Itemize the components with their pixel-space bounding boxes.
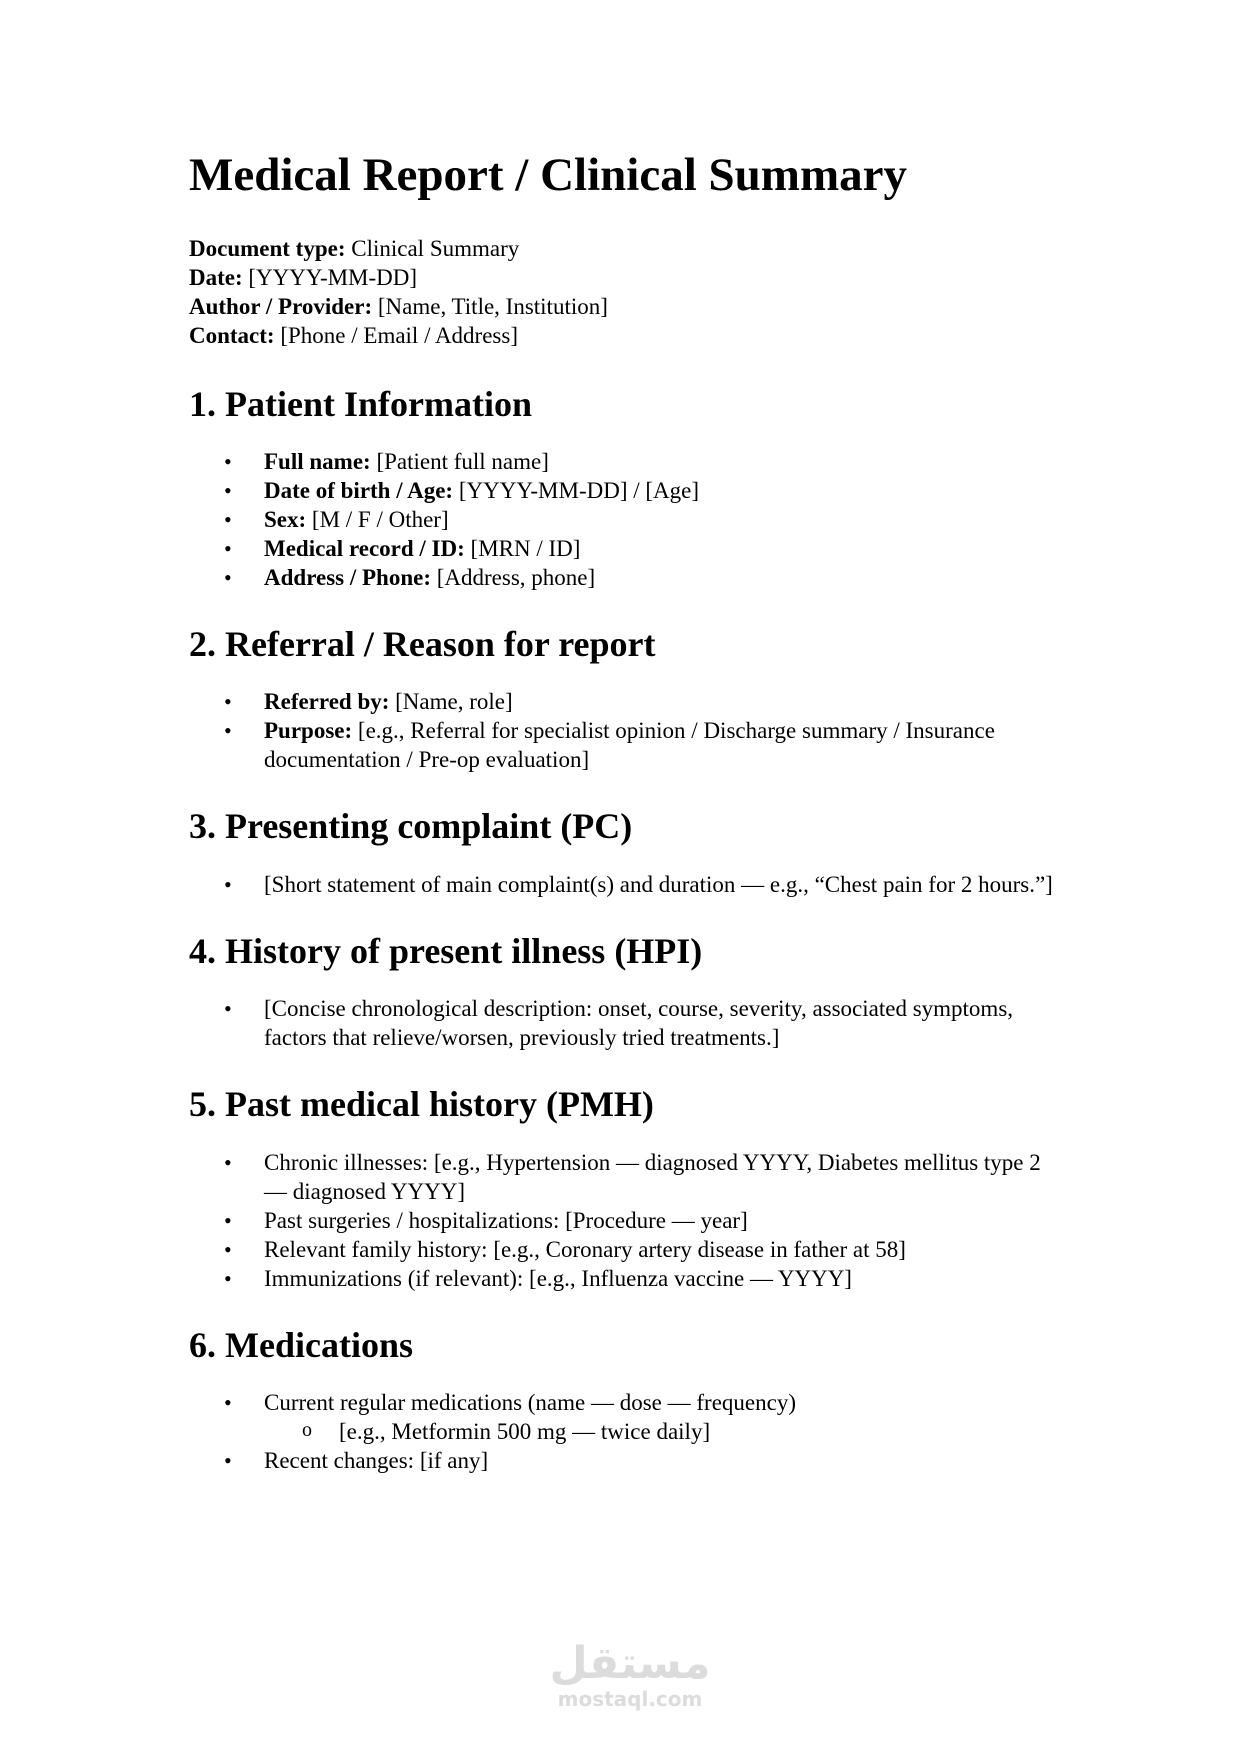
list-item: • Chronic illnesses: [e.g., Hypertension — diagnosed YYYY, Diabetes mellitus type 2 — diagnosed YYYY] [189, 1148, 1069, 1206]
meta-label: Author / Provider: [189, 293, 373, 319]
item-value: [M / F / Other] [306, 507, 449, 533]
item-value: [e.g., Referral for specialist opinion / Discharge summary / Insurance documentation / Pre-op evaluation] [264, 718, 995, 773]
pmh-list [189, 1148, 1069, 1293]
meta-label: Document type: [189, 235, 346, 261]
item-label: Date of birth / Age: [264, 478, 454, 504]
meta-contact [189, 321, 1069, 350]
document-title: Medical Report / Clinical Summary [189, 149, 907, 201]
item-text: Current regular medications (name — dose — frequency) [264, 1390, 796, 1416]
meta-document-type [189, 234, 1069, 263]
list-item: • Recent changes: [if any] [189, 1446, 1069, 1475]
meta-value: Clinical Summary [345, 235, 520, 261]
meta-label: Date: [189, 264, 243, 290]
section-heading-pmh: 5. Past medical history (PMH) [189, 1084, 654, 1125]
item-label: Purpose: [264, 718, 353, 744]
list-item: • Immunizations (if relevant): [e.g., Influenza vaccine — YYYY] [189, 1264, 1069, 1293]
list-item [189, 534, 1069, 563]
item-label: Referred by: [264, 689, 390, 715]
medications-list [189, 1388, 1069, 1475]
hpi-list [189, 994, 1069, 1052]
item-label: Medical record / ID: [264, 536, 465, 562]
sub-list-item: o [e.g., Metformin 500 mg — twice daily] [264, 1417, 1069, 1446]
section-heading-presenting-complaint: 3. Presenting complaint (PC) [189, 806, 633, 847]
meta-value: [Phone / Email / Address] [274, 322, 518, 348]
item-label: Full name: [264, 449, 371, 475]
referral-list [189, 687, 1069, 774]
item-value: [MRN / ID] [464, 536, 581, 562]
item-value: [YYYY-MM-DD] / [Age] [453, 478, 700, 504]
list-item [189, 1388, 1069, 1446]
meta-author [189, 292, 1069, 321]
item-value: [Patient full name] [370, 449, 549, 475]
meta-value: [YYYY-MM-DD] [242, 264, 418, 290]
list-item [189, 687, 1069, 716]
list-item [189, 505, 1069, 534]
list-item [189, 447, 1069, 476]
medications-sublist [264, 1417, 1069, 1446]
list-item [189, 476, 1069, 505]
list-item [189, 563, 1069, 592]
document-page [189, 150, 1069, 1507]
list-item [189, 716, 1069, 774]
section-heading-patient-information: 1. Patient Information [189, 383, 532, 424]
item-label: Sex: [264, 507, 307, 533]
item-value: [Address, phone] [431, 565, 596, 591]
meta-date [189, 263, 1069, 292]
section-heading-medications: 6. Medications [189, 1324, 413, 1365]
list-item: • Past surgeries / hospitalizations: [Procedure — year] [189, 1206, 1069, 1235]
meta-value: [Name, Title, Institution] [372, 293, 608, 319]
list-item: • Relevant family history: [e.g., Coronary artery disease in father at 58] [189, 1235, 1069, 1264]
section-heading-referral: 2. Referral / Reason for report [189, 624, 656, 665]
meta-label: Contact: [189, 322, 275, 348]
list-item: • [Short statement of main complaint(s) and duration — e.g., “Chest pain for 2 hours.”] [189, 870, 1069, 899]
mostaql-watermark-logo [540, 1640, 720, 1710]
watermark-latin: mostaql.com [557, 1687, 703, 1711]
patient-information-list [189, 447, 1069, 592]
item-value: [Name, role] [389, 689, 513, 715]
section-heading-hpi: 4. History of present illness (HPI) [189, 930, 703, 971]
document-meta [189, 234, 1069, 350]
item-label: Address / Phone: [264, 565, 431, 591]
list-item: • [Concise chronological description: onset, course, severity, associated symptoms, factors that relieve/worsen, previously tried treatments.] [189, 994, 1069, 1052]
watermark-arabic: مستقل [549, 1638, 711, 1689]
presenting-complaint-list [189, 870, 1069, 899]
